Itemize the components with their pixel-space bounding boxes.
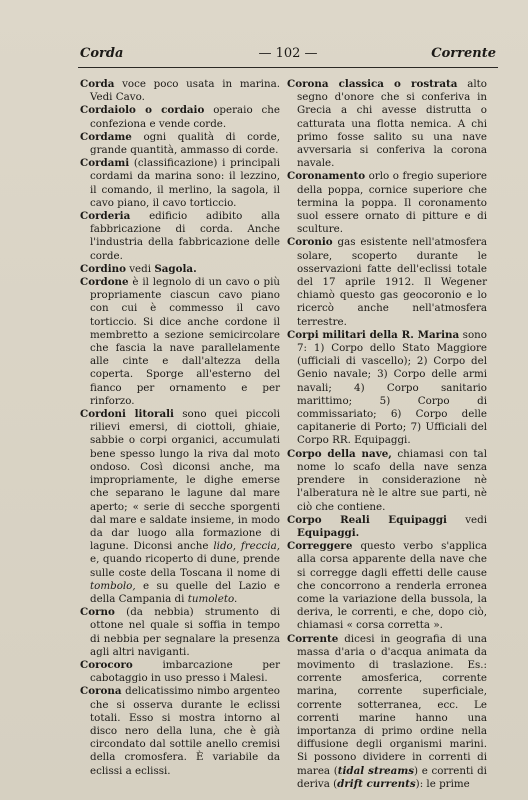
entry-cordoni-litorali: Cordoni litorali sono quei piccoli rilievi emersi, di ciottoli, ghiaie, sabbie o corpi organici, accumulati bene spesso lungo la riva dal moto ondoso. Così diconsi anche, ma impropriamente, le dighe emerse che separano le lagune dal mare aperto; « serie di secche sporgenti dal mare e saldate insieme, in modo da dar luogo alla formazione di lagune. Diconsi anche lido, freccia, e, quando ricoperto di dune, prende sulle coste della Toscana il nome di tombolo, e su quelle del Lazio e della Campania di tumoleto. xyxy=(80,408,281,605)
entry-corona: Corona delicatissimo nimbo argenteo che si osserva durante le eclissi totali. Esso si mostra intorno al disco nero della luna, che è già circondato dal sottile anello cremisi della cromosfera. È variabile da eclissi a eclissi. xyxy=(80,685,280,777)
entry-corpi-militari: Corpi militari della R. Marina sono 7: 1) Corpo dello Stato Maggiore (ufficiali di vascello); 2) Corpo del Genio navale; 3) Corpo delle armi navali; 4) Corpo sanitario marittimo; 5) Corpo di commissariato; 6) Corpo delle capitanerie di Porto; 7) Ufficiali del Corpo RR. Equipaggi. xyxy=(287,328,487,447)
header-left-guideword: Corda xyxy=(80,46,124,61)
entry-cordino: Cordino vedi Sagola. xyxy=(80,262,197,275)
entry-cordami: Cordami (classificazione) i principali cordami da marina sono: il lezzino, il comando, il merlino, la sagola, il cavo piano, il cavo torticcio. xyxy=(80,157,280,209)
entry-corocoro: Corocoro imbarcazione per cabotaggio in uso presso i Malesi. xyxy=(80,658,280,685)
entry-coronamento: Coronamento orlo o fregio superiore della poppa, cornice superiore che termina la poppa. Il coronamento suol essere ornato di pitture e di sculture. xyxy=(287,170,487,236)
entry-corrente: Corrente dicesi in geografia di una massa d'aria o d'acqua animata da movimento di traslazione. Es.: corrente amosferica, corrente marina, corrente superficiale, corrente sotterranea, ecc. Le correnti marine hanno una importanza di primo ordine nella diffusione degli organismi marini. Si possono dividere in correnti di marea (tidal streams) e correnti di deriva (drift currents): le prime xyxy=(287,632,487,790)
right-column xyxy=(287,78,487,791)
entry-corno: Corno (da nebbia) strumento di ottone nel quale si soffia in tempo di nebbia per segnalare la presenza agli altri naviganti. xyxy=(80,606,280,658)
page-header xyxy=(78,46,498,68)
entry-cordame: Cordame ogni qualità di corde, grande quantità, ammasso di corde. xyxy=(80,130,280,157)
entry-cordone: Cordone è il legnolo di un cavo o più propriamente ciascun cavo piano con cui è commesso il cavo torticcio. Si dice anche cordone il membretto a sezione semicircolare che fascia la nave parallelamente alle cinte e dall'altezza della coperta. Sporge all'esterno del fianco per ornamento e per rinforzo. xyxy=(80,276,280,407)
entry-corderia: Corderia edificio adibito alla fabbricazione di corda. Anche l'industria della fabbricazione delle corde. xyxy=(80,210,280,262)
entry-coronio: Coronio gas esistente nell'atmosfera solare, scoperto durante le osservazioni fatte dell'eclissi totale del 17 aprile 1912. Il Wegener chiamò questo gas geocoronio e lo ricercò anche nell'atmosfera terrestre. xyxy=(287,236,487,328)
left-column xyxy=(80,78,280,778)
entry-corda: Corda voce poco usata in marina. Vedi Cavo. xyxy=(80,78,280,104)
entry-correggere: Correggere questo verbo s'applica alla corsa apparente della nave che si corregge dagli effetti delle cause che concorrono a renderla erronea come la variazione della bussola, la deriva, le correnti, e che, dopo ciò, chiamasi « corsa corretta ». xyxy=(287,540,487,632)
entry-cordaiolo: Cordaiolo o cordaio operaio che confeziona e vende corde. xyxy=(80,104,280,130)
entry-corpo-reali-equipaggi: Corpo Reali Equipaggi vedi Equipaggi. xyxy=(287,513,487,539)
entry-corona-classica: Corona classica o rostrata alto segno d'onore che si conferiva in Grecia a chi avesse distrutta o catturata una flotta nemica. A chi primo fosse salito su una nave avversaria si conferiva la corona navale. xyxy=(287,78,487,170)
header-rule xyxy=(78,67,498,68)
page-number: — 102 — xyxy=(258,46,318,61)
entry-corpo-della-nave: Corpo della nave, chiamasi con tal nome lo scafo della nave senza prendere in considerazione nè l'alberatura nè le altre sue parti, nè ciò che contiene. xyxy=(287,447,487,513)
header-right-guideword: Corrente xyxy=(431,46,496,61)
